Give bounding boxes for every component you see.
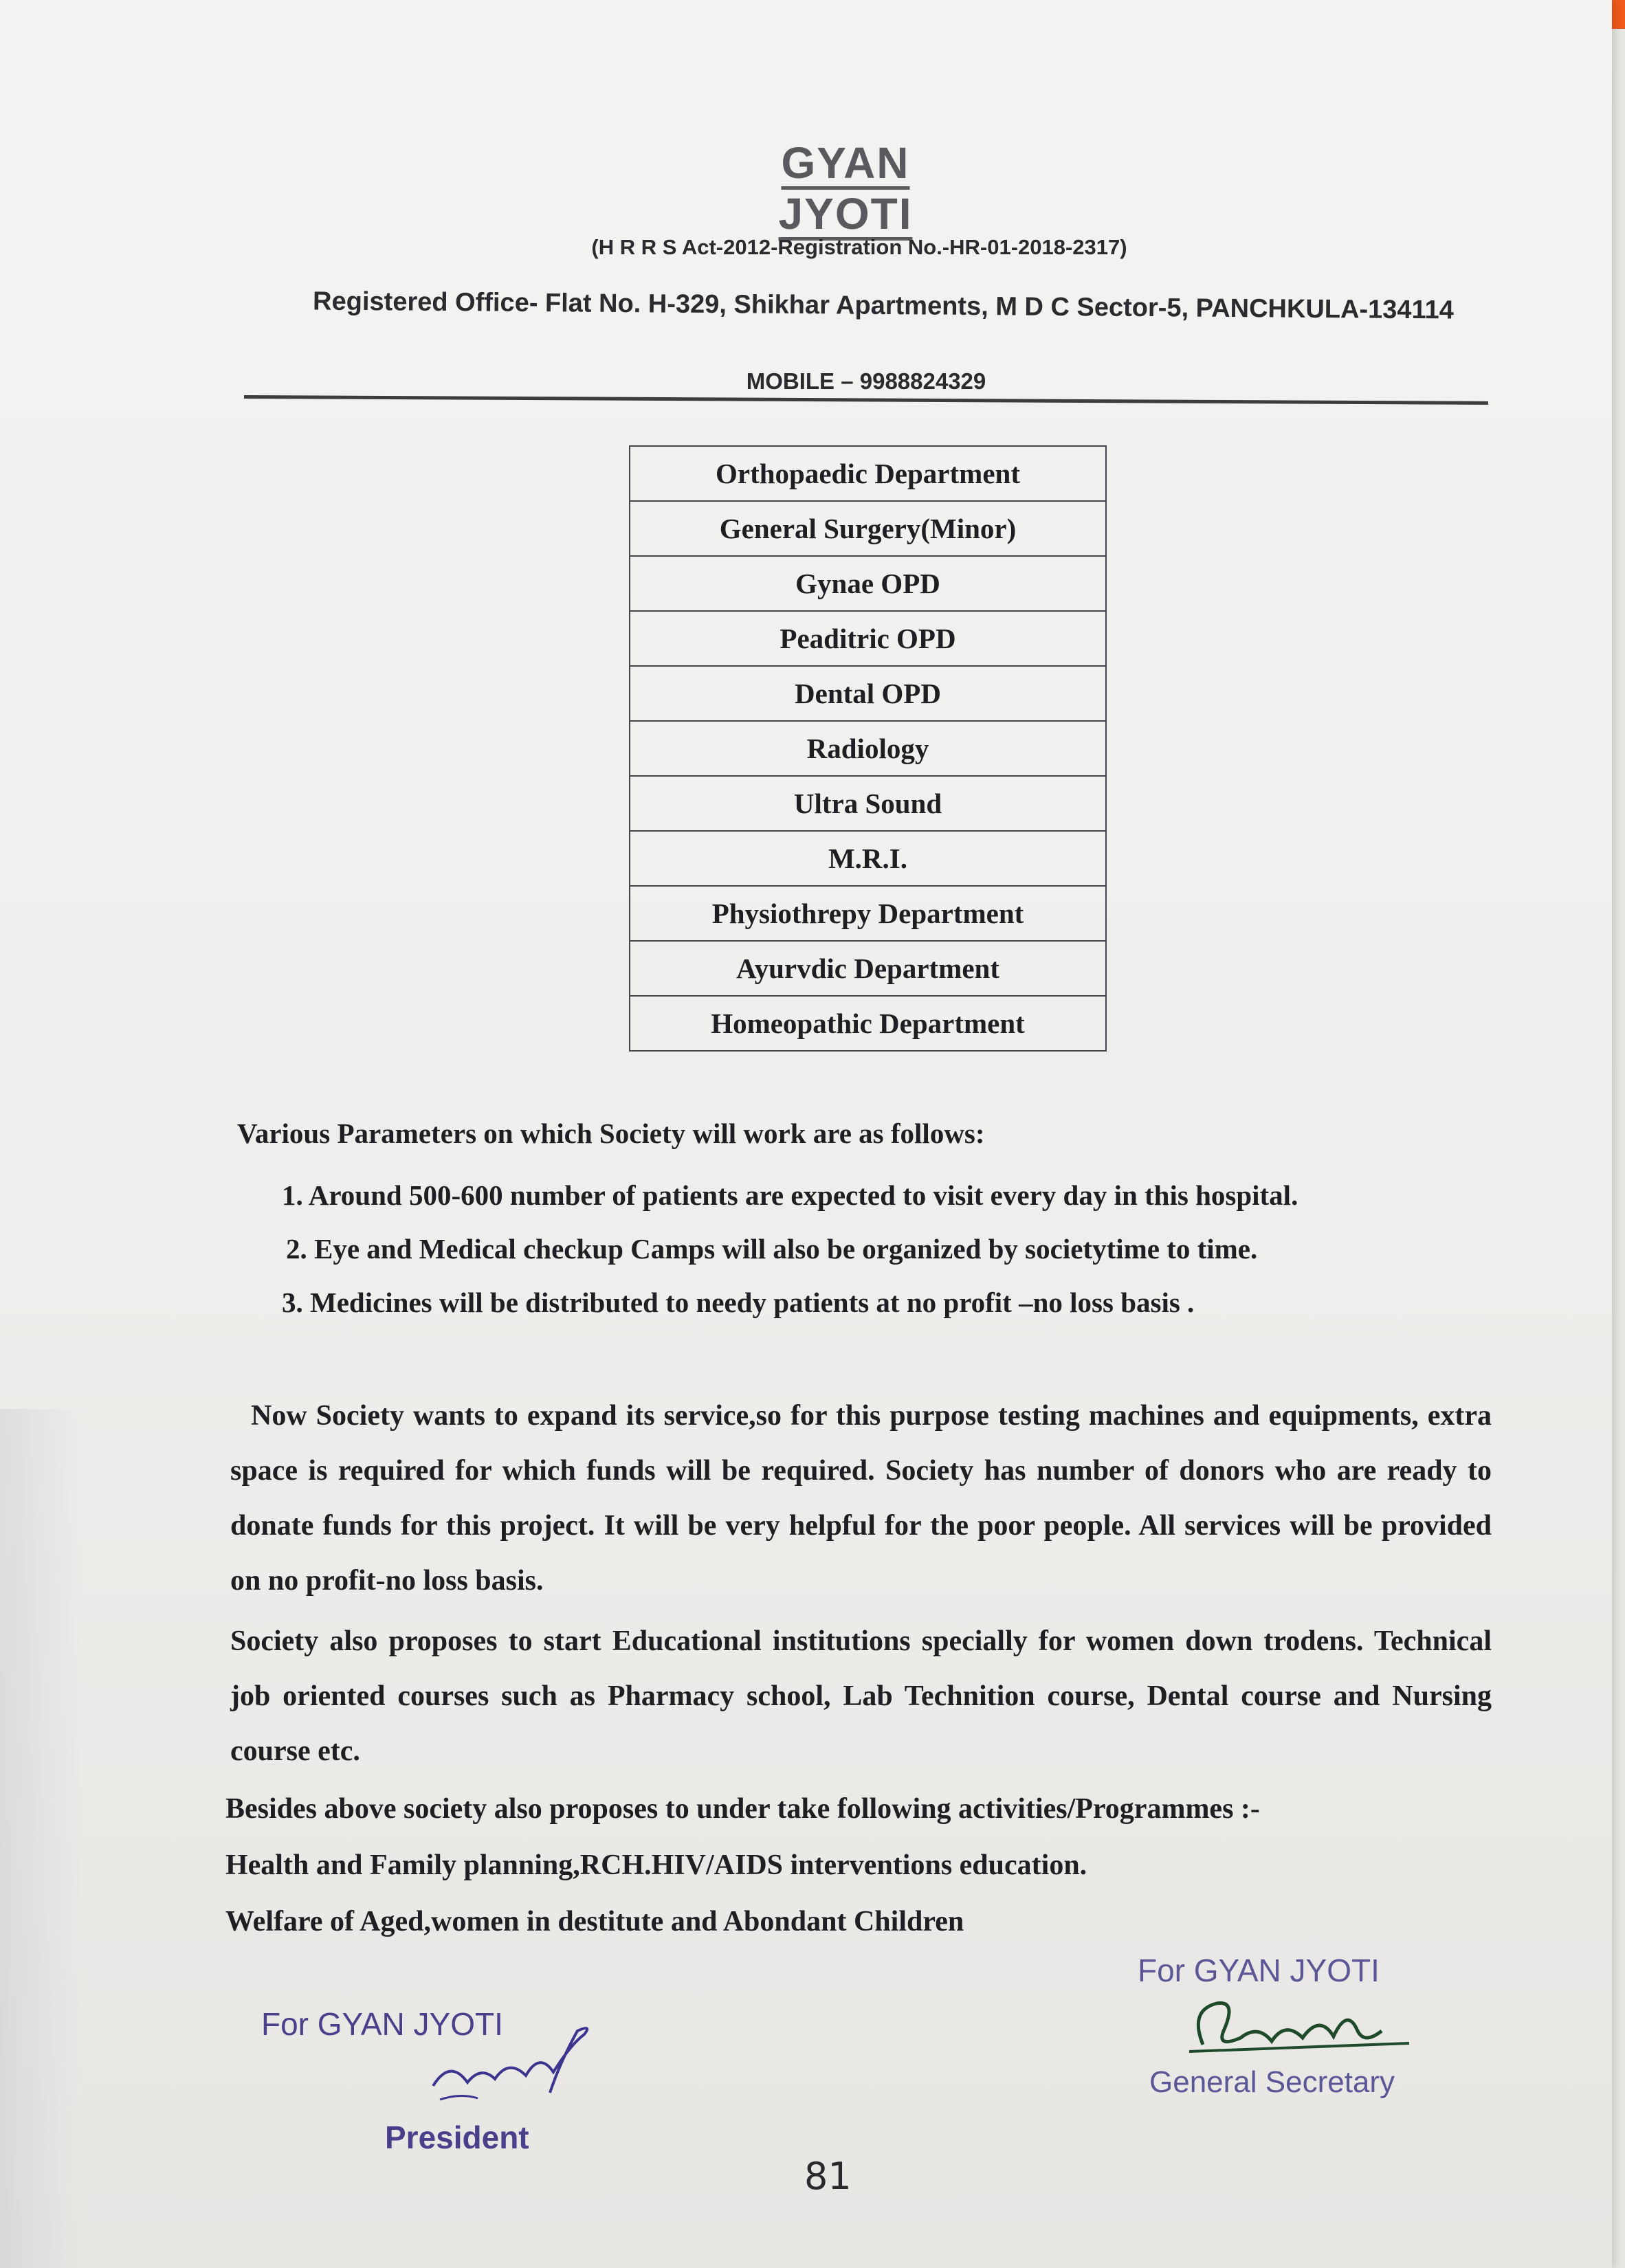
organization-title: GYAN JYOTI <box>778 138 913 238</box>
table-row <box>630 941 1106 996</box>
list-item: 1. Around 500-600 number of patients are expected to visit every day in this hospital. <box>282 1179 1298 1211</box>
registered-office-address: Registered Office- Flat No. H-329, Shikhar Apartments, M D C Sector-5, PANCHKULA-134114 <box>312 287 1455 325</box>
table-row <box>630 831 1106 886</box>
list-item: 3. Medicines will be distributed to needy patients at no profit –no loss basis . <box>282 1287 1195 1318</box>
president-signature <box>412 2010 605 2113</box>
president-label: President <box>385 2120 529 2155</box>
parameters-heading: Various Parameters on which Society will work are as follows: <box>237 1118 985 1149</box>
page-shadow <box>0 1409 82 2268</box>
department-cell: Orthopaedic Department <box>630 446 1106 501</box>
letterhead-divider <box>244 395 1488 405</box>
table-row <box>630 886 1106 941</box>
president-stamp-org: For GYAN JYOTI <box>261 2006 503 2042</box>
mobile-number: MOBILE – 9988824329 <box>746 368 986 394</box>
activities-intro: Besides above society also proposes to under take following activities/Programmes :- <box>225 1793 1260 1825</box>
table-row <box>630 666 1106 721</box>
table-row <box>630 501 1106 556</box>
department-cell: General Surgery(Minor) <box>630 501 1106 556</box>
registration-number: (H R R S Act-2012-Registration No.-HR-01-2018-2317) <box>591 235 1127 259</box>
department-cell: Gynae OPD <box>630 556 1106 611</box>
department-cell: Homeopathic Department <box>630 996 1106 1051</box>
parameters-list <box>282 1168 1499 1329</box>
department-cell: Physiothrepy Department <box>630 886 1106 941</box>
list-item: 2. Eye and Medical checkup Camps will also be organized by societytime to time. <box>286 1233 1258 1265</box>
table-row <box>630 611 1106 666</box>
department-cell: Ultra Sound <box>630 776 1106 831</box>
department-cell: Dental OPD <box>630 666 1106 721</box>
table-row <box>630 776 1106 831</box>
secretary-stamp-org: For GYAN JYOTI <box>1138 1953 1380 1988</box>
secretary-label: General Secretary <box>1149 2065 1395 2099</box>
department-cell: M.R.I. <box>630 831 1106 886</box>
department-cell: Ayurvdic Department <box>630 941 1106 996</box>
activity-welfare: Welfare of Aged,women in destitute and Abondant Children <box>225 1906 964 1937</box>
education-paragraph: Society also proposes to start Educational institutions specially for women down trodens. Technical job oriented courses such as Pharmacy school, Lab Technition course, Dental course and Nursing course etc. <box>230 1625 1492 1767</box>
table-row <box>630 721 1106 776</box>
table-row <box>630 996 1106 1051</box>
activity-health: Health and Family planning,RCH.HIV/AIDS interventions education. <box>225 1849 1087 1881</box>
secretary-signature <box>1175 1983 1423 2065</box>
departments-table <box>629 445 1107 1052</box>
expansion-paragraph: Now Society wants to expand its service,so for this purpose testing machines and equipments, extra space is required for which funds will be required. Society has number of donors who are ready to donate funds for this project. It will be very helpful for the poor people. All services will be provided on no profit-no loss basis. <box>230 1400 1492 1597</box>
department-cell: Peaditric OPD <box>630 611 1106 666</box>
table-row <box>630 556 1106 611</box>
table-row <box>630 446 1106 501</box>
page-number: 81 <box>804 2155 852 2198</box>
department-cell: Radiology <box>630 721 1106 776</box>
